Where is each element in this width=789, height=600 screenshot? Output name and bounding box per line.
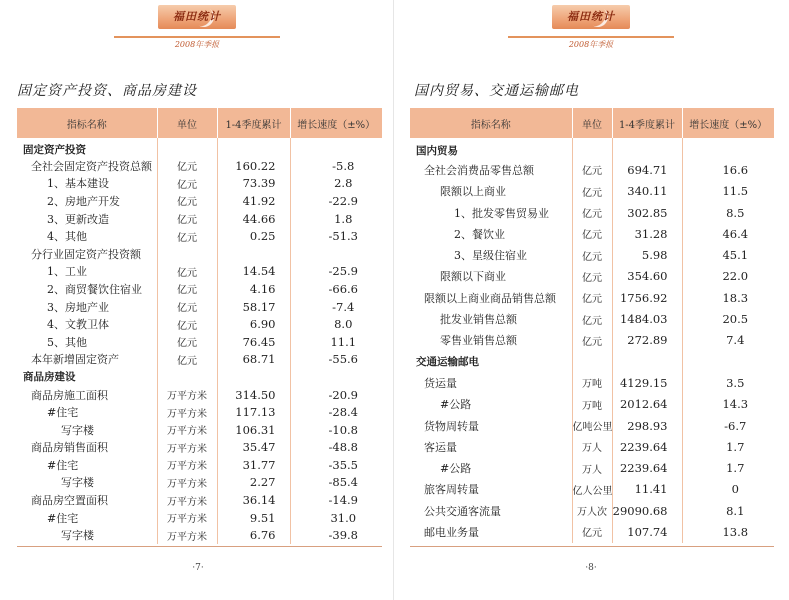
row-rate-cell: 31.0 xyxy=(290,509,382,527)
table-row xyxy=(410,159,774,180)
row-unit-cell: 亿元 xyxy=(572,244,612,265)
row-name-cell: 商品房建设 xyxy=(23,371,76,384)
row-unit-cell: 亿元 xyxy=(157,263,217,281)
row-name-cell: #公路 xyxy=(440,398,472,412)
row-name-cell: 5、其他 xyxy=(47,335,87,349)
row-rate-cell: -5.8 xyxy=(290,157,382,175)
row-unit-cell xyxy=(157,245,217,263)
row-name-cell: 限额以上商业 xyxy=(440,185,506,199)
table-section-row xyxy=(17,368,382,386)
row-unit-cell: 亿元 xyxy=(572,202,612,223)
table-body xyxy=(410,138,774,543)
row-value-cell: 44.66 xyxy=(217,210,290,228)
row-value-cell: 107.74 xyxy=(612,521,682,542)
row-rate-cell: 8.0 xyxy=(290,315,382,333)
table-row xyxy=(410,287,774,308)
row-rate-cell: -22.9 xyxy=(290,192,382,210)
row-value-cell: 302.85 xyxy=(612,202,682,223)
row-name-cell: #公路 xyxy=(440,462,472,476)
col-header-value: 1-4季度累计 xyxy=(612,108,682,138)
row-unit-cell: 亿吨公里 xyxy=(572,415,612,436)
row-unit-cell: 亿元 xyxy=(572,330,612,351)
row-unit-cell: 亿元 xyxy=(157,157,217,175)
table-header-row xyxy=(410,108,774,138)
row-value-cell: 2012.64 xyxy=(612,394,682,415)
row-rate-cell: -51.3 xyxy=(290,227,382,245)
col-header-name: 指标名称 xyxy=(17,108,157,138)
row-value-cell: 14.54 xyxy=(217,263,290,281)
row-unit-cell: 万平方米 xyxy=(157,403,217,421)
row-unit-cell xyxy=(157,368,217,386)
row-unit-cell: 亿元 xyxy=(572,223,612,244)
row-name-cell: 3、房地产业 xyxy=(47,300,109,314)
table-row xyxy=(410,266,774,287)
row-unit-cell: 万平方米 xyxy=(157,456,217,474)
table-row xyxy=(17,491,382,509)
row-rate-cell: -35.5 xyxy=(290,456,382,474)
section-title: 国内贸易、交通运输邮电 xyxy=(414,83,579,99)
logo-text: 福田统计 xyxy=(173,10,221,23)
row-name-cell: 1、工业 xyxy=(47,265,87,279)
row-value-cell: 11.41 xyxy=(612,479,682,500)
row-value-cell: 6.76 xyxy=(217,526,290,544)
row-name-cell: 公共交通客流量 xyxy=(424,504,501,518)
row-value-cell: 6.90 xyxy=(217,315,290,333)
row-rate-cell xyxy=(682,351,774,372)
row-rate-cell: -39.8 xyxy=(290,526,382,544)
row-rate-cell: 1.8 xyxy=(290,210,382,228)
row-rate-cell: 2.8 xyxy=(290,175,382,193)
row-name-cell: 商品房空置面积 xyxy=(31,494,108,508)
col-header-unit: 单位 xyxy=(572,108,612,138)
row-value-cell xyxy=(612,138,682,159)
row-rate-cell: 1.7 xyxy=(682,457,774,478)
logo-text: 福田统计 xyxy=(567,10,615,23)
row-value-cell xyxy=(217,138,290,157)
row-unit-cell: 万平方米 xyxy=(157,421,217,439)
table-row xyxy=(17,403,382,421)
row-unit-cell: 亿元 xyxy=(157,280,217,298)
header-subtitle: 2008年季报 xyxy=(174,40,220,49)
row-unit-cell: 万平方米 xyxy=(157,386,217,404)
row-name-cell: 全社会固定资产投资总额 xyxy=(31,159,152,173)
row-value-cell: 694.71 xyxy=(612,159,682,180)
table-header-row xyxy=(17,108,382,138)
row-rate-cell: -25.9 xyxy=(290,263,382,281)
row-rate-cell: 8.1 xyxy=(682,500,774,521)
table-bottom-rule xyxy=(17,546,382,547)
table-row xyxy=(17,386,382,404)
row-value-cell: 0.25 xyxy=(217,227,290,245)
col-header-name: 指标名称 xyxy=(410,108,572,138)
row-unit-cell: 万平方米 xyxy=(157,439,217,457)
row-rate-cell: -10.8 xyxy=(290,421,382,439)
row-value-cell: 298.93 xyxy=(612,415,682,436)
row-rate-cell: 46.4 xyxy=(682,223,774,244)
row-rate-cell: 11.5 xyxy=(682,181,774,202)
table-row xyxy=(17,280,382,298)
row-unit-cell: 万平方米 xyxy=(157,474,217,492)
table-row xyxy=(17,509,382,527)
row-rate-cell: 1.7 xyxy=(682,436,774,457)
row-rate-cell: 14.3 xyxy=(682,394,774,415)
row-name-cell: 本年新增固定资产 xyxy=(31,353,119,367)
row-rate-cell: -7.4 xyxy=(290,298,382,316)
row-value-cell: 314.50 xyxy=(217,386,290,404)
row-unit-cell: 亿人公里 xyxy=(572,479,612,500)
row-value-cell: 4.16 xyxy=(217,280,290,298)
data-table xyxy=(17,108,382,544)
row-rate-cell xyxy=(682,138,774,159)
row-rate-cell: 18.3 xyxy=(682,287,774,308)
table-row xyxy=(17,210,382,228)
row-name-cell: 4、文教卫体 xyxy=(47,318,109,332)
row-rate-cell: 3.5 xyxy=(682,372,774,393)
row-value-cell: 2239.64 xyxy=(612,436,682,457)
row-rate-cell: -66.6 xyxy=(290,280,382,298)
row-value-cell: 41.92 xyxy=(217,192,290,210)
row-rate-cell: 13.8 xyxy=(682,521,774,542)
row-value-cell: 68.71 xyxy=(217,351,290,369)
table-row xyxy=(410,244,774,265)
col-header-rate: 增长速度（±%） xyxy=(290,108,382,138)
row-name-cell: 限额以下商业 xyxy=(440,270,506,284)
row-name-cell: #住宅 xyxy=(47,406,79,420)
page-number: ·8· xyxy=(585,563,597,573)
row-rate-cell: -28.4 xyxy=(290,403,382,421)
row-value-cell: 9.51 xyxy=(217,509,290,527)
row-value-cell xyxy=(217,368,290,386)
row-unit-cell: 万人 xyxy=(572,457,612,478)
row-value-cell: 272.89 xyxy=(612,330,682,351)
row-value-cell: 1756.92 xyxy=(612,287,682,308)
row-name-cell: 写字楼 xyxy=(61,529,94,543)
row-unit-cell xyxy=(157,138,217,157)
row-name-cell: 客运量 xyxy=(424,440,457,454)
header-subtitle: 2008年季报 xyxy=(568,40,614,49)
table-section-row xyxy=(410,138,774,159)
row-unit-cell xyxy=(572,351,612,372)
row-rate-cell xyxy=(290,138,382,157)
table-row xyxy=(17,227,382,245)
row-name-cell: 写字楼 xyxy=(61,423,94,437)
left-page xyxy=(0,0,394,600)
row-value-cell: 73.39 xyxy=(217,175,290,193)
table-row xyxy=(17,439,382,457)
row-name-cell: #住宅 xyxy=(47,511,79,525)
row-value-cell: 106.31 xyxy=(217,421,290,439)
row-unit-cell: 亿元 xyxy=(157,298,217,316)
row-unit-cell: 亿元 xyxy=(157,227,217,245)
row-unit-cell: 亿元 xyxy=(157,351,217,369)
row-name-cell: 2、商贸餐饮住宿业 xyxy=(47,282,142,296)
row-unit-cell: 万吨 xyxy=(572,372,612,393)
table-bottom-rule xyxy=(410,546,774,547)
row-name-cell: 邮电业务量 xyxy=(424,525,479,539)
row-value-cell xyxy=(217,245,290,263)
row-unit-cell: 亿元 xyxy=(572,287,612,308)
row-value-cell: 2239.64 xyxy=(612,457,682,478)
header-rule xyxy=(114,36,280,38)
section-title: 固定资产投资、商品房建设 xyxy=(17,83,197,99)
table-row xyxy=(17,245,382,263)
row-value-cell: 31.77 xyxy=(217,456,290,474)
row-rate-cell: 0 xyxy=(682,479,774,500)
row-value-cell: 1484.03 xyxy=(612,308,682,329)
col-header-rate: 增长速度（±%） xyxy=(682,108,774,138)
row-unit-cell: 亿元 xyxy=(572,181,612,202)
row-rate-cell: 16.6 xyxy=(682,159,774,180)
row-name-cell: 分行业固定资产投资额 xyxy=(31,247,141,261)
row-name-cell: 批发业销售总额 xyxy=(440,313,517,327)
row-rate-cell: 8.5 xyxy=(682,202,774,223)
table-body xyxy=(17,138,382,544)
row-unit-cell xyxy=(572,138,612,159)
row-name-cell: 3、星级住宿业 xyxy=(454,249,527,263)
row-name-cell: 固定资产投资 xyxy=(23,144,86,156)
row-name-cell: 3、更新改造 xyxy=(47,212,109,226)
row-unit-cell: 万平方米 xyxy=(157,491,217,509)
row-value-cell: 160.22 xyxy=(217,157,290,175)
right-page xyxy=(394,0,789,600)
row-unit-cell: 万吨 xyxy=(572,394,612,415)
row-rate-cell: 45.1 xyxy=(682,244,774,265)
table-row xyxy=(17,526,382,544)
table-row xyxy=(410,372,774,393)
table-row xyxy=(410,330,774,351)
row-name-cell: 限额以上商业商品销售总额 xyxy=(424,291,556,305)
table-row xyxy=(410,394,774,415)
row-name-cell: 2、餐饮业 xyxy=(454,227,505,241)
table-row xyxy=(410,521,774,542)
table-row xyxy=(17,263,382,281)
table-row xyxy=(410,181,774,202)
table-row xyxy=(17,456,382,474)
table-row xyxy=(410,223,774,244)
row-name-cell: 全社会消费品零售总额 xyxy=(424,163,534,177)
row-value-cell: 117.13 xyxy=(217,403,290,421)
row-value-cell: 35.47 xyxy=(217,439,290,457)
table-row xyxy=(17,192,382,210)
table-row xyxy=(410,436,774,457)
row-name-cell: 商品房销售面积 xyxy=(31,441,108,455)
table-row xyxy=(17,175,382,193)
row-value-cell: 31.28 xyxy=(612,223,682,244)
row-rate-cell: 11.1 xyxy=(290,333,382,351)
row-rate-cell: -55.6 xyxy=(290,351,382,369)
row-unit-cell: 亿元 xyxy=(157,210,217,228)
row-value-cell: 340.11 xyxy=(612,181,682,202)
table-row xyxy=(410,415,774,436)
row-unit-cell: 万平方米 xyxy=(157,526,217,544)
data-table xyxy=(410,108,774,543)
row-unit-cell: 万人 xyxy=(572,436,612,457)
row-rate-cell: -6.7 xyxy=(682,415,774,436)
row-name-cell: 写字楼 xyxy=(61,476,94,490)
table-row xyxy=(17,333,382,351)
row-value-cell: 4129.15 xyxy=(612,372,682,393)
table-row xyxy=(17,157,382,175)
table-row xyxy=(410,479,774,500)
table-row xyxy=(17,315,382,333)
table-row xyxy=(17,351,382,369)
row-rate-cell xyxy=(290,245,382,263)
table-row xyxy=(410,308,774,329)
row-name-cell: 4、其他 xyxy=(47,230,87,244)
row-name-cell: 货运量 xyxy=(424,376,457,390)
row-name-cell: 零售业销售总额 xyxy=(440,334,517,348)
row-name-cell: 2、房地产开发 xyxy=(47,194,120,208)
table-row xyxy=(410,457,774,478)
table-row xyxy=(410,202,774,223)
row-name-cell: 国内贸易 xyxy=(416,145,458,158)
row-value-cell xyxy=(612,351,682,372)
row-value-cell: 354.60 xyxy=(612,266,682,287)
table-row xyxy=(410,500,774,521)
table-section-row xyxy=(17,138,382,157)
row-unit-cell: 亿元 xyxy=(157,315,217,333)
row-rate-cell: -48.8 xyxy=(290,439,382,457)
row-rate-cell: -85.4 xyxy=(290,474,382,492)
row-unit-cell: 万平方米 xyxy=(157,509,217,527)
row-value-cell: 5.98 xyxy=(612,244,682,265)
col-header-value: 1-4季度累计 xyxy=(217,108,290,138)
row-name-cell: 1、基本建设 xyxy=(47,177,109,191)
row-rate-cell: 20.5 xyxy=(682,308,774,329)
table-row xyxy=(17,298,382,316)
row-rate-cell: -20.9 xyxy=(290,386,382,404)
row-name-cell: 交通运输邮电 xyxy=(416,356,479,369)
row-name-cell: 1、批发零售贸易业 xyxy=(454,206,549,220)
row-rate-cell: 7.4 xyxy=(682,330,774,351)
col-header-unit: 单位 xyxy=(157,108,217,138)
header-rule xyxy=(508,36,674,38)
row-name-cell: #住宅 xyxy=(47,458,79,472)
report-logo xyxy=(552,5,630,29)
row-unit-cell: 亿元 xyxy=(572,308,612,329)
table-row xyxy=(17,421,382,439)
row-unit-cell: 亿元 xyxy=(157,192,217,210)
row-unit-cell: 亿元 xyxy=(572,266,612,287)
report-logo xyxy=(158,5,236,29)
row-unit-cell: 亿元 xyxy=(572,521,612,542)
row-value-cell: 76.45 xyxy=(217,333,290,351)
row-unit-cell: 亿元 xyxy=(572,159,612,180)
row-name-cell: 旅客周转量 xyxy=(424,483,479,497)
row-value-cell: 2.27 xyxy=(217,474,290,492)
row-value-cell: 58.17 xyxy=(217,298,290,316)
row-value-cell: 29090.68 xyxy=(612,500,682,521)
row-unit-cell: 万人次 xyxy=(572,500,612,521)
row-rate-cell: -14.9 xyxy=(290,491,382,509)
row-rate-cell: 22.0 xyxy=(682,266,774,287)
row-rate-cell xyxy=(290,368,382,386)
row-name-cell: 货物周转量 xyxy=(424,419,479,433)
row-name-cell: 商品房施工面积 xyxy=(31,388,108,402)
table-section-row xyxy=(410,351,774,372)
page-number: ·7· xyxy=(192,563,204,573)
table-row xyxy=(17,474,382,492)
row-unit-cell: 亿元 xyxy=(157,175,217,193)
row-value-cell: 36.14 xyxy=(217,491,290,509)
row-unit-cell: 亿元 xyxy=(157,333,217,351)
